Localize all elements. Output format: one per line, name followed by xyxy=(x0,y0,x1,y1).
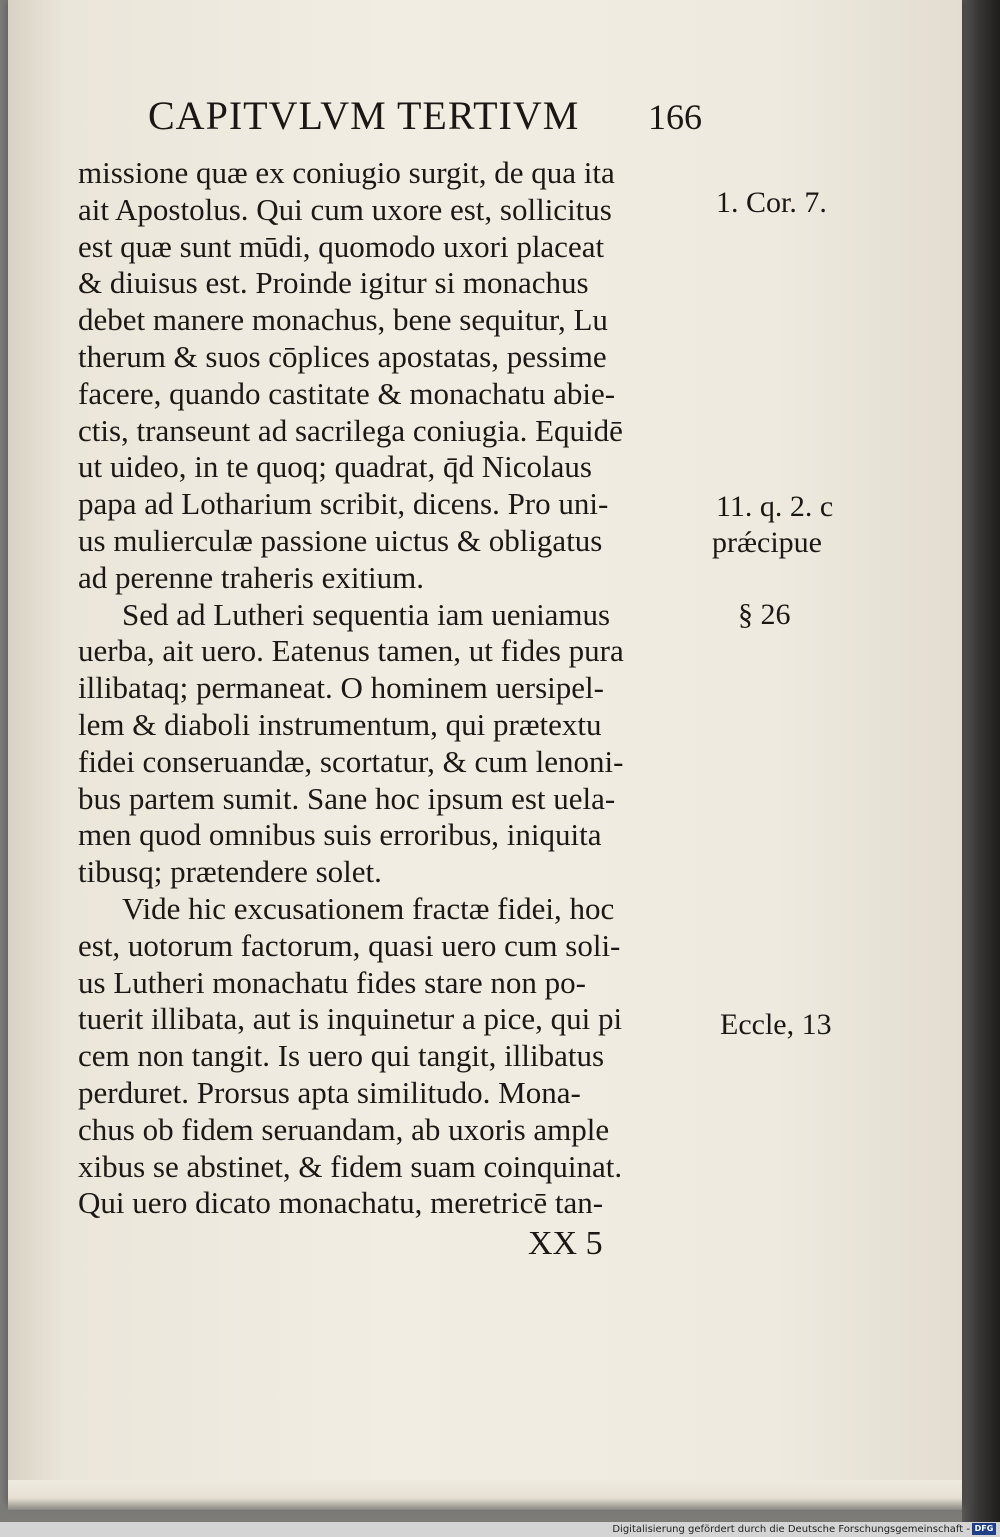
margin-note-corinthians: 1. Cor. 7. xyxy=(716,186,827,219)
text-line: ctis, transeunt ad sacrilega coniugia. Equidē xyxy=(78,412,623,448)
book-fore-edge xyxy=(962,0,1000,1522)
page-number: 166 xyxy=(648,97,702,137)
text-line: therum & suos cōplices apostatas, pessime xyxy=(78,338,607,374)
digitization-credit: Digitalisierung gefördert durch die Deutsche Forschungsgemeinschaft - xyxy=(612,1524,970,1535)
margin-note-quaestio: 11. q. 2. c xyxy=(716,490,834,523)
dfg-logo: DFG xyxy=(972,1523,996,1535)
text-line: xibus se abstinet, & fidem suam coinquinat. xyxy=(78,1148,623,1184)
page-bottom-edge xyxy=(8,1480,962,1510)
text-line: Sed ad Lutheri sequentia iam ueniamus xyxy=(122,596,611,632)
text-line: us mulierculæ passione uictus & obligatus xyxy=(78,522,603,558)
text-line: ad perenne traheris exitium. xyxy=(78,559,425,595)
text-line: perduret. Prorsus apta similitudo. Mona- xyxy=(78,1074,581,1110)
text-line: lem & diaboli instrumentum, qui prætextu xyxy=(78,706,602,742)
text-line: bus partem sumit. Sane hoc ipsum est uela- xyxy=(78,780,616,816)
text-line: fidei conseruandæ, scortatur, & cum lenoni- xyxy=(78,743,624,779)
text-line: illibataq; permaneat. O hominem uersipel- xyxy=(78,670,604,706)
text-line: ait Apostolus. Qui cum uxore est, sollicitus xyxy=(78,191,612,227)
text-line: Qui uero dicato monachatu, meretricē tan- xyxy=(78,1185,604,1221)
text-line: cem non tangit. Is uero qui tangit, illibatus xyxy=(78,1038,605,1074)
margin-note-precipue: prǽcipue xyxy=(712,526,822,559)
text-line: Vide hic excusationem fractæ fidei, hoc xyxy=(122,890,615,926)
text-line: ut uideo, in te quoq; quadrat, q̄d Nicolaus xyxy=(78,449,592,485)
text-line: est, uotorum factorum, quasi uero cum soli- xyxy=(78,927,621,963)
text-line: tuerit illibata, aut is inquinetur a pice, qui pi xyxy=(78,1001,623,1037)
text-line: papa ad Lotharium scribit, dicens. Pro uni- xyxy=(78,486,609,522)
text-line: tibusq; prætendere solet. xyxy=(78,854,382,890)
running-header: CAPITVLVM TERTIVM xyxy=(148,93,580,138)
margin-note-section: § 26 xyxy=(738,598,791,631)
text-line: chus ob fidem seruandam, ab uxoris ample xyxy=(78,1111,610,1147)
text-line: us Lutheri monachatu fides stare non po- xyxy=(78,964,586,1000)
signature-mark: XX 5 xyxy=(528,1225,603,1262)
text-line: & diuisus est. Proinde igitur si monachus xyxy=(78,265,589,301)
text-line: est quæ sunt mūdi, quomodo uxori placeat xyxy=(78,228,605,264)
text-line: uerba, ait uero. Eatenus tamen, ut fides pura xyxy=(78,633,624,669)
text-line: missione quæ ex coniugio surgit, de qua ita xyxy=(78,155,615,190)
margin-note-ecclesiasticus: Eccle, 13 xyxy=(720,1008,832,1041)
text-line: men quod omnibus suis erroribus, iniquita xyxy=(78,817,602,853)
body-text xyxy=(78,155,718,1222)
text-line: debet manere monachus, bene sequitur, Lu xyxy=(78,302,608,338)
text-line: facere, quando castitate & monachatu abie- xyxy=(78,375,616,411)
